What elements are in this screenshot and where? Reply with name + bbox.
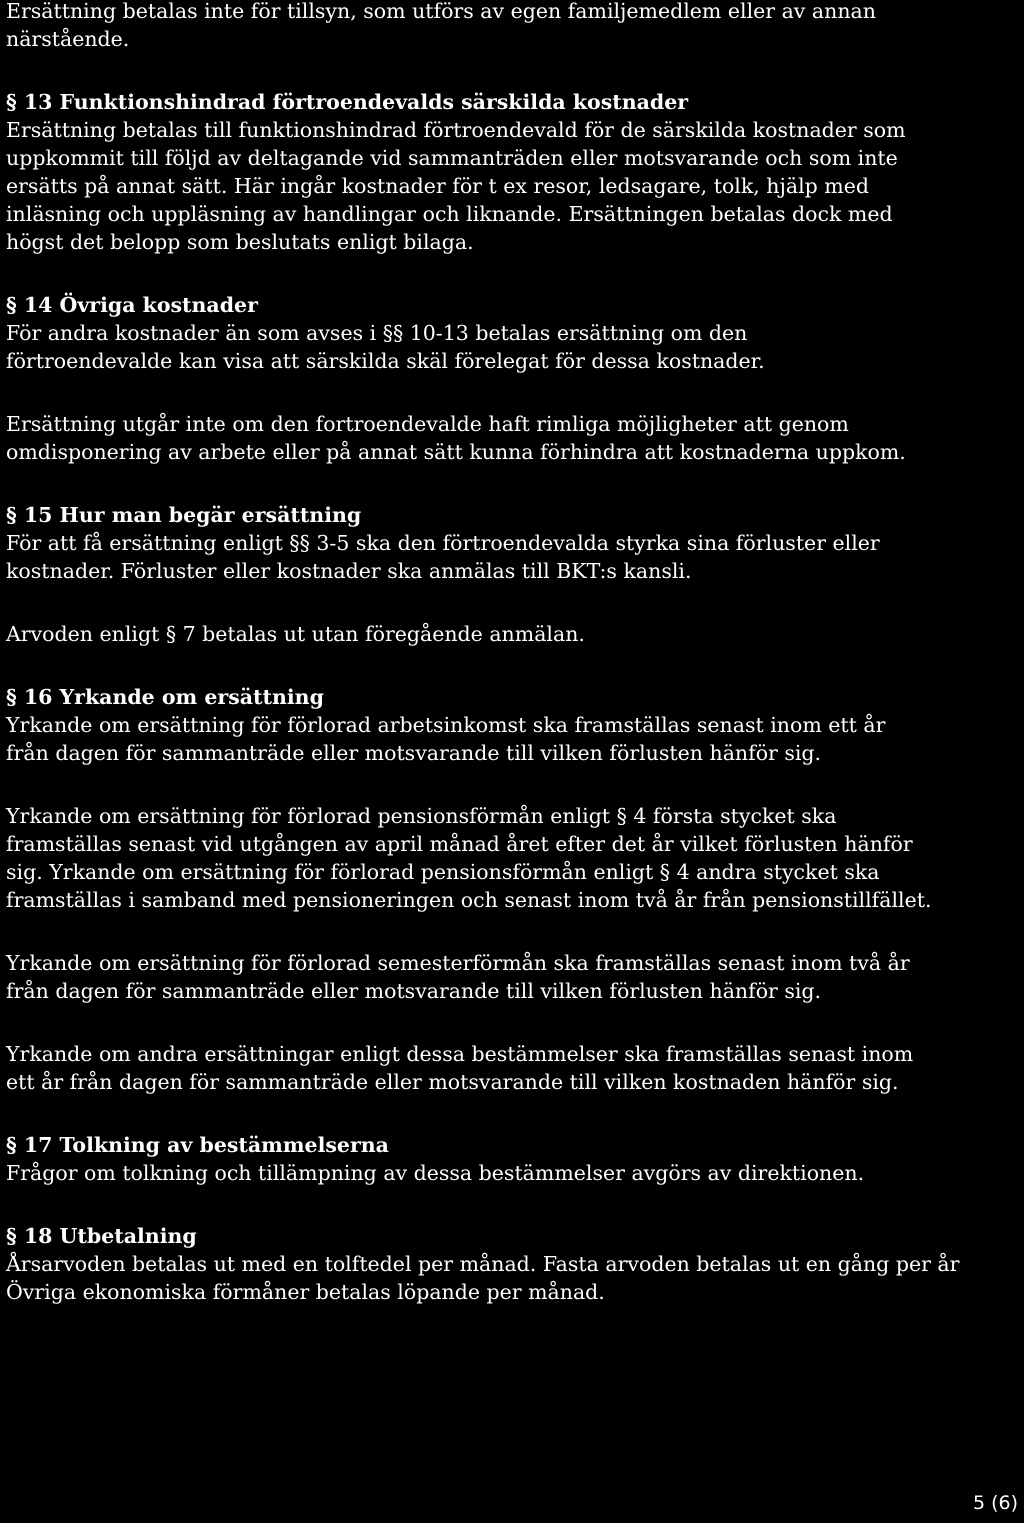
- page-number: 5 (6): [972, 1492, 1018, 1514]
- section-17-heading: § 17 Tolkning av bestämmelserna: [6, 1133, 389, 1157]
- intro-paragraph: Ersättning betalas inte för tillsyn, som utförs av egen familjemedlem eller av annan närstående.: [6, 0, 876, 51]
- section-15-heading: § 15 Hur man begär ersättning: [6, 503, 362, 527]
- section-16-heading: § 16 Yrkande om ersättning: [6, 685, 324, 709]
- section-16-text-4: Yrkande om andra ersättningar enligt dessa bestämmelser ska framställas senast inom ett år från dagen för sammanträde eller motsvarande till vilken kostnaden hänför sig.: [6, 1042, 914, 1094]
- section-18-heading: § 18 Utbetalning: [6, 1224, 197, 1248]
- section-13-text: Ersättning betalas till funktionshindrad förtroendevald för de särskilda kostnader som uppkommit till följd av deltagande vid sammanträden eller motsvarande och som inte ersätts på annat sätt. Här ingår kostnader för t ex resor, ledsagare, tolk, hjälp med inläsning och uppläsning av handlingar och liknande. Ersättningen betalas dock med högst det belopp som beslutats enligt bilaga.: [6, 118, 906, 254]
- section-14-text-2: Ersättning utgår inte om den fortroendevalde haft rimliga möjligheter att genom omdisponering av arbete eller på annat sätt kunna förhindra att kostnaderna uppkom.: [6, 412, 906, 464]
- section-14-text-1: För andra kostnader än som avses i §§ 10-13 betalas ersättning om den förtroendevalde kan visa att särskilda skäl förelegat för dessa kostnader.: [6, 321, 765, 373]
- section-18-text: Årsarvoden betalas ut med en tolftedel per månad. Fasta arvoden betalas ut en gång per år Övriga ekonomiska förmåner betalas löpande per månad.: [6, 1252, 960, 1304]
- document-page: [6, 0, 1018, 1306]
- section-15-text-2: Arvoden enligt § 7 betalas ut utan föregående anmälan.: [6, 622, 585, 646]
- section-17-text: Frågor om tolkning och tillämpning av dessa bestämmelser avgörs av direktionen.: [6, 1161, 865, 1185]
- section-15-text-1: För att få ersättning enligt §§ 3-5 ska den förtroendevalda styrka sina förluster eller kostnader. Förluster eller kostnader ska anmälas till BKT:s kansli.: [6, 531, 880, 583]
- section-16-text-2: Yrkande om ersättning för förlorad pensionsförmån enligt § 4 första stycket ska framställas senast vid utgången av april månad året efter det år vilket förlusten hänför sig. Yrkande om ersättning för förlorad pensionsförmån enligt § 4 andra stycket ska framställas i samband med pensioneringen och senast inom två år från pensionstillfället.: [6, 804, 932, 912]
- section-14-heading: § 14 Övriga kostnader: [6, 293, 258, 317]
- section-16-text-1: Yrkande om ersättning för förlorad arbetsinkomst ska framställas senast inom ett år från dagen för sammanträde eller motsvarande till vilken förlusten hänför sig.: [6, 713, 886, 765]
- section-13-heading: § 13 Funktionshindrad förtroendevalds särskilda kostnader: [6, 90, 689, 114]
- section-16-text-3: Yrkande om ersättning för förlorad semesterförmån ska framställas senast inom två år från dagen för sammanträde eller motsvarande till vilken förlusten hänför sig.: [6, 951, 910, 1003]
